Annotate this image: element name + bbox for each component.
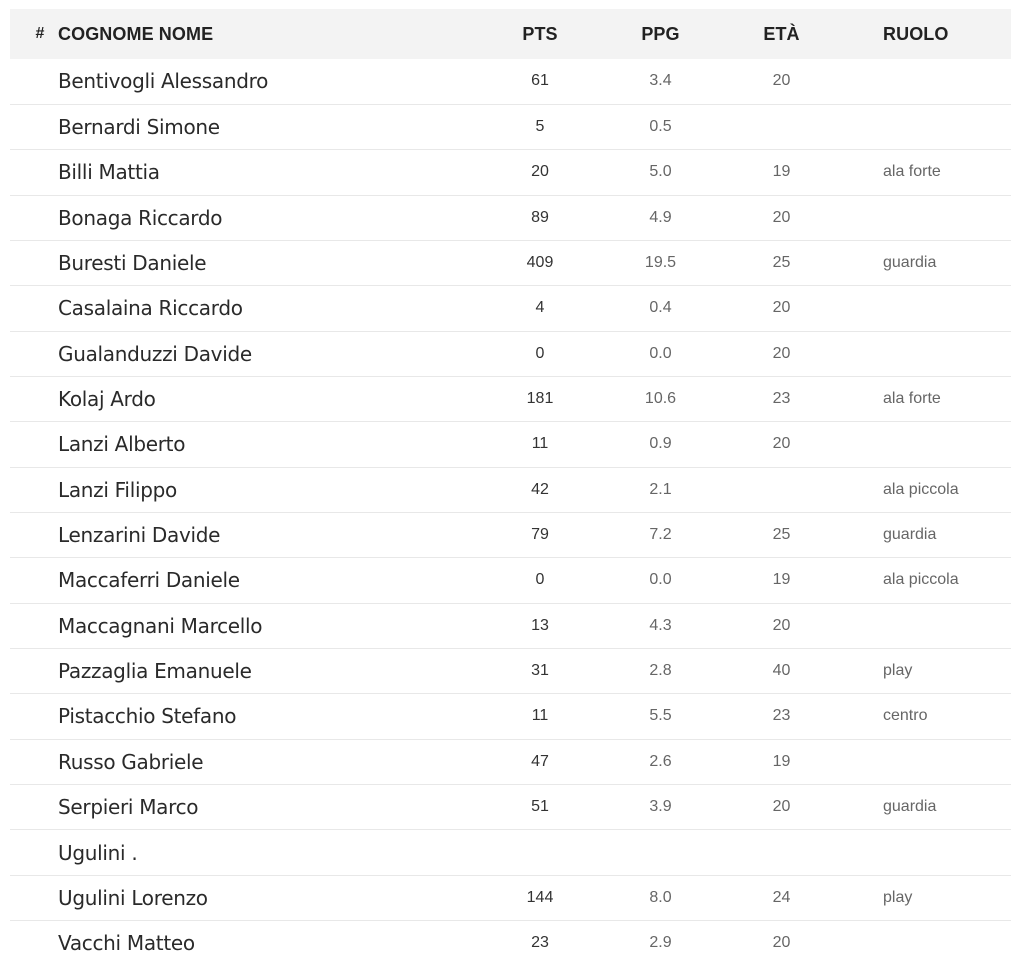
player-role: play xyxy=(883,662,913,680)
player-age: 25 xyxy=(772,254,791,272)
player-age: 20 xyxy=(772,344,791,362)
table-row xyxy=(10,830,1011,875)
player-role xyxy=(830,59,1011,104)
player-points: 409 xyxy=(526,254,554,272)
player-points: 181 xyxy=(526,390,554,408)
player-number xyxy=(10,830,58,875)
player-role xyxy=(830,830,1011,875)
player-points-per-game: 0.0 xyxy=(649,571,672,589)
player-points-per-game: 0.5 xyxy=(649,118,672,136)
table-row xyxy=(10,603,1011,648)
header-age[interactable]: ETÀ xyxy=(763,23,800,44)
table-row xyxy=(10,150,1011,195)
player-number xyxy=(10,921,58,966)
table-row xyxy=(10,422,1011,467)
player-role xyxy=(830,739,1011,784)
player-points-per-game xyxy=(588,830,733,875)
player-role: ala piccola xyxy=(883,480,959,498)
player-age: 20 xyxy=(772,798,791,816)
player-name[interactable]: Bernardi Simone xyxy=(58,115,220,140)
player-points-per-game: 10.6 xyxy=(644,390,677,408)
player-points-per-game: 0.0 xyxy=(649,344,672,362)
table-row xyxy=(10,240,1011,285)
player-number xyxy=(10,694,58,739)
table-row xyxy=(10,558,1011,603)
player-number xyxy=(10,512,58,557)
player-number xyxy=(10,648,58,693)
table-row xyxy=(10,739,1011,784)
player-points-per-game: 3.4 xyxy=(649,72,672,90)
table-row xyxy=(10,331,1011,376)
header-name[interactable]: COGNOME NOME xyxy=(58,23,214,44)
player-points: 23 xyxy=(531,934,549,952)
header-row xyxy=(10,9,1011,59)
player-age: 20 xyxy=(772,72,791,90)
player-points-per-game: 4.3 xyxy=(649,616,672,634)
player-points: 79 xyxy=(531,526,549,544)
player-name[interactable]: Maccaferri Daniele xyxy=(58,568,240,593)
player-name[interactable]: Serpieri Marco xyxy=(58,795,199,820)
player-role: guardia xyxy=(883,798,937,816)
player-points: 51 xyxy=(531,798,549,816)
player-name[interactable]: Lenzarini Davide xyxy=(58,523,221,548)
player-number xyxy=(10,376,58,421)
player-role: centro xyxy=(883,707,928,725)
stats-table xyxy=(10,9,1011,966)
header-role[interactable]: RUOLO xyxy=(883,23,949,44)
player-points: 11 xyxy=(531,435,549,453)
player-number xyxy=(10,422,58,467)
player-points xyxy=(492,830,588,875)
header-number[interactable]: # xyxy=(35,25,45,42)
player-roster-table xyxy=(10,9,1011,966)
player-name[interactable]: Russo Gabriele xyxy=(58,749,204,774)
player-name[interactable]: Bonaga Riccardo xyxy=(58,205,223,230)
player-points: 11 xyxy=(531,707,549,725)
player-name[interactable]: Kolaj Ardo xyxy=(58,387,156,412)
table-row xyxy=(10,875,1011,920)
player-points: 47 xyxy=(531,752,549,770)
player-points-per-game: 5.5 xyxy=(649,707,672,725)
player-role: ala forte xyxy=(883,390,941,408)
player-role xyxy=(830,104,1011,149)
player-number xyxy=(10,286,58,331)
table-row xyxy=(10,195,1011,240)
player-age: 20 xyxy=(772,616,791,634)
player-age: 20 xyxy=(772,299,791,317)
player-age: 20 xyxy=(772,435,791,453)
player-name[interactable]: Lanzi Filippo xyxy=(58,477,177,502)
table-row xyxy=(10,648,1011,693)
player-role: play xyxy=(883,888,913,906)
player-role: ala forte xyxy=(883,163,941,181)
player-points-per-game: 0.4 xyxy=(649,299,672,317)
header-points-per-game[interactable]: PPG xyxy=(641,23,680,44)
player-number xyxy=(10,240,58,285)
player-points-per-game: 5.0 xyxy=(649,163,672,181)
player-name[interactable]: Ugulini . xyxy=(58,840,138,865)
player-points-per-game: 2.8 xyxy=(649,662,672,680)
table-row xyxy=(10,104,1011,149)
player-points-per-game: 2.6 xyxy=(649,752,672,770)
player-age: 20 xyxy=(772,934,791,952)
table-row xyxy=(10,467,1011,512)
player-points: 0 xyxy=(535,344,545,362)
player-number xyxy=(10,875,58,920)
player-role: guardia xyxy=(883,254,937,272)
table-row xyxy=(10,59,1011,104)
player-name[interactable]: Pistacchio Stefano xyxy=(58,704,237,729)
header-points[interactable]: PTS xyxy=(522,23,558,44)
player-number xyxy=(10,603,58,648)
player-number xyxy=(10,195,58,240)
player-name[interactable]: Gualanduzzi Davide xyxy=(58,341,252,366)
table-row xyxy=(10,376,1011,421)
player-points-per-game: 2.1 xyxy=(649,480,672,498)
player-points-per-game: 8.0 xyxy=(649,888,672,906)
player-role xyxy=(830,331,1011,376)
player-points: 61 xyxy=(531,72,549,90)
player-role xyxy=(830,195,1011,240)
player-age: 23 xyxy=(772,707,791,725)
player-number xyxy=(10,558,58,603)
player-points-per-game: 0.9 xyxy=(649,435,672,453)
player-age: 20 xyxy=(772,208,791,226)
player-points: 4 xyxy=(535,299,545,317)
player-age: 19 xyxy=(772,163,791,181)
player-name[interactable]: Pazzaglia Emanuele xyxy=(58,659,252,684)
player-points-per-game: 19.5 xyxy=(644,254,677,272)
player-points: 20 xyxy=(531,163,549,181)
player-name[interactable]: Ugulini Lorenzo xyxy=(58,885,208,910)
player-age: 25 xyxy=(772,526,791,544)
table-row xyxy=(10,921,1011,966)
player-role xyxy=(830,603,1011,648)
player-age: 23 xyxy=(772,390,791,408)
table-row xyxy=(10,694,1011,739)
table-row xyxy=(10,512,1011,557)
player-role: guardia xyxy=(883,526,937,544)
player-points: 13 xyxy=(531,616,549,634)
player-age xyxy=(733,104,830,149)
player-points: 5 xyxy=(535,118,545,136)
player-name[interactable]: Casalaina Riccardo xyxy=(58,296,243,321)
player-number xyxy=(10,739,58,784)
player-name[interactable]: Lanzi Alberto xyxy=(58,432,186,457)
player-points: 31 xyxy=(531,662,549,680)
player-name[interactable]: Buresti Daniele xyxy=(58,251,207,276)
player-points: 144 xyxy=(526,888,554,906)
player-number xyxy=(10,467,58,512)
table-row xyxy=(10,785,1011,830)
player-number xyxy=(10,331,58,376)
player-name[interactable]: Bentivogli Alessandro xyxy=(58,69,269,94)
player-name[interactable]: Maccagnani Marcello xyxy=(58,613,263,638)
player-age: 24 xyxy=(772,888,791,906)
player-role xyxy=(830,286,1011,331)
table-row xyxy=(10,286,1011,331)
player-role xyxy=(830,921,1011,966)
player-points: 89 xyxy=(531,208,549,226)
player-number xyxy=(10,59,58,104)
table-header xyxy=(10,9,1011,59)
player-number xyxy=(10,785,58,830)
player-age xyxy=(733,467,830,512)
player-number xyxy=(10,150,58,195)
player-age: 40 xyxy=(772,662,791,680)
player-role: ala piccola xyxy=(883,571,959,589)
player-points-per-game: 2.9 xyxy=(649,934,672,952)
player-name[interactable]: Vacchi Matteo xyxy=(58,931,195,956)
player-name[interactable]: Billi Mattia xyxy=(58,160,160,185)
player-age xyxy=(733,830,830,875)
player-role xyxy=(830,422,1011,467)
player-number xyxy=(10,104,58,149)
player-age: 19 xyxy=(772,752,791,770)
player-points-per-game: 7.2 xyxy=(649,526,672,544)
player-points: 42 xyxy=(531,480,549,498)
player-points: 0 xyxy=(535,571,545,589)
player-points-per-game: 4.9 xyxy=(649,208,672,226)
player-points-per-game: 3.9 xyxy=(649,798,672,816)
player-age: 19 xyxy=(772,571,791,589)
table-body xyxy=(10,59,1011,966)
